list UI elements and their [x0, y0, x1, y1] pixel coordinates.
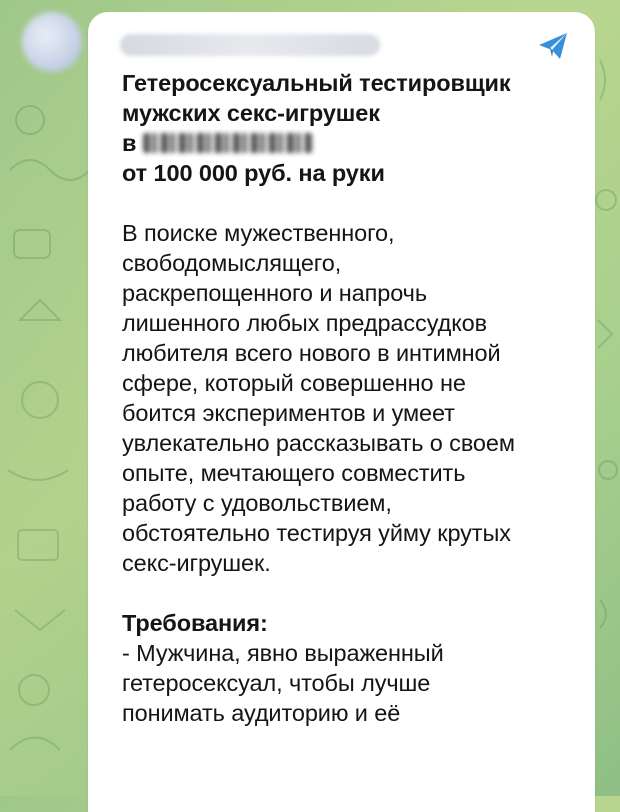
channel-avatar[interactable]: [22, 12, 82, 72]
body-line: сфере, который совершенно не: [122, 370, 466, 396]
requirements-heading: Требования:: [122, 610, 268, 636]
requirement-line: гетеросексуал, чтобы лучше: [122, 670, 431, 696]
body-line: свободомыслящего,: [122, 250, 342, 276]
body-line: увлекательно рассказывать о своем: [122, 430, 515, 456]
requirement-line: понимать аудиторию и её: [122, 700, 401, 726]
background-shade: [0, 0, 90, 796]
body-line: секс-игрушек.: [122, 550, 271, 576]
body-line: любителя всего нового в интимной: [122, 340, 501, 366]
message-text: [122, 68, 567, 728]
share-icon[interactable]: [533, 26, 573, 66]
requirement-line: - Мужчина, явно выраженный: [122, 640, 444, 666]
post-title-location-line: [122, 128, 567, 158]
post-salary-line: от 100 000 руб. на руки: [122, 160, 385, 186]
location-prefix: в: [122, 130, 137, 156]
message-bubble: [88, 12, 595, 812]
channel-name-redacted[interactable]: [120, 34, 380, 56]
body-line: опыте, мечтающего совместить: [122, 460, 466, 486]
body-line: работу с удовольствием,: [122, 490, 392, 516]
body-line: обстоятельно тестируя уйму крутых: [122, 520, 511, 546]
body-line: раскрепощенного и напрочь: [122, 280, 427, 306]
post-title-line: Гетеросексуальный тестировщик: [122, 70, 511, 96]
body-line: В поиске мужественного,: [122, 220, 395, 246]
paragraph-gap: [122, 578, 567, 608]
post-title-line: мужских секс-игрушек: [122, 100, 380, 126]
paragraph-gap: [122, 188, 567, 218]
body-line: лишенного любых предрассудков: [122, 310, 487, 336]
body-line: боится экспериментов и умеет: [122, 400, 455, 426]
redacted-location: [143, 133, 313, 153]
